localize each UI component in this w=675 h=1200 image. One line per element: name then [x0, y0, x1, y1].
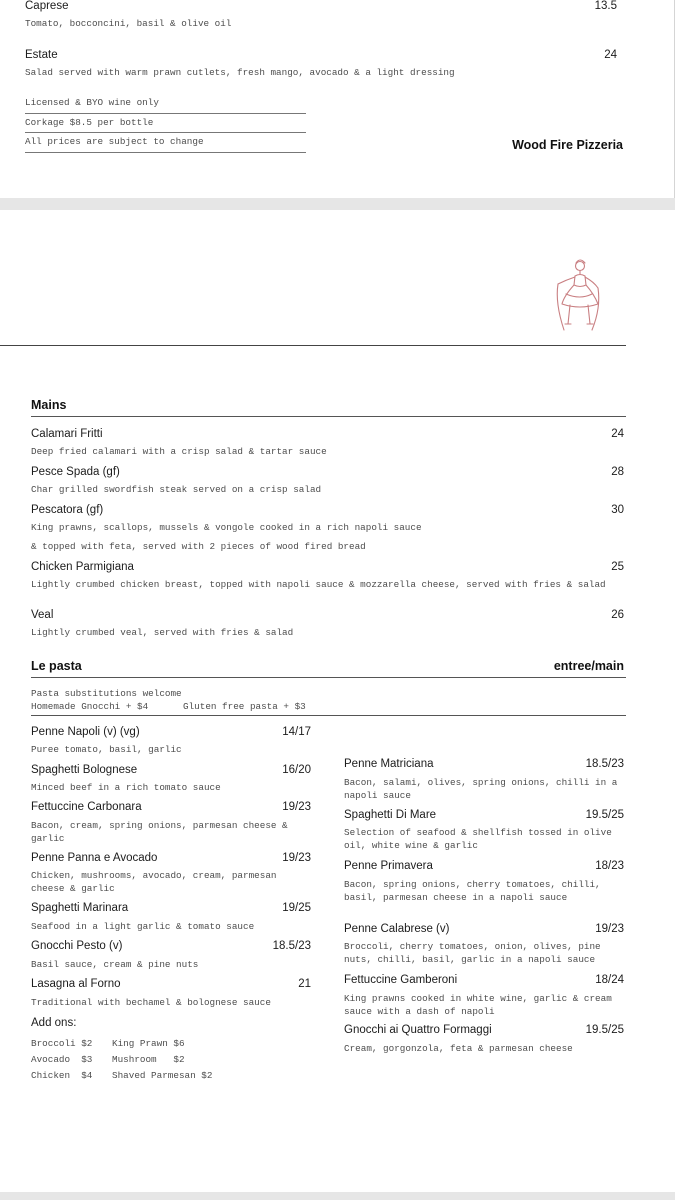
pasta-item-name: Penne Matriciana — [344, 758, 434, 770]
pasta-item-name: Lasagna al Forno — [31, 978, 121, 990]
pasta-item-name: Spaghetti Bolognese — [31, 764, 138, 776]
brand-name: Wood Fire Pizzeria — [512, 138, 623, 152]
pasta-item-description: Chicken, mushrooms, avocado, cream, parmesan cheese & garlic — [31, 870, 277, 894]
addon-item: King Prawn $6 — [112, 1038, 185, 1049]
pasta-item-description: Traditional with bechamel & bolognese sauce — [31, 997, 271, 1008]
item-price: 13.5 — [594, 0, 617, 12]
pasta-item-description: Broccoli, cherry tomatoes, onion, olives, pine nuts, chilli, basil, garlic in a napoli sauce — [344, 941, 601, 965]
pasta-item-description: King prawns cooked in white wine, garlic & cream sauce with a dash of napoli — [344, 993, 612, 1017]
pasta-item-name: Penne Panna e Avocado — [31, 852, 158, 864]
divider — [25, 132, 306, 133]
item-name: Estate — [25, 49, 58, 61]
item-description: Salad served with warm prawn cutlets, fresh mango, avocado & a light dressing — [25, 67, 455, 78]
mains-heading: Mains — [31, 398, 67, 412]
addons-heading: Add ons: — [31, 1017, 77, 1029]
gnocchi-surcharge-note: Homemade Gnocchi + $4 — [31, 701, 149, 712]
addon-item: Avocado $3 — [31, 1054, 93, 1065]
pasta-heading-rule — [31, 677, 626, 678]
item-price: 24 — [604, 49, 617, 61]
pasta-item-price: 18/24 — [595, 974, 624, 986]
menu-page-bottom — [0, 210, 675, 1192]
pasta-item-name: Fettuccine Carbonara — [31, 801, 142, 813]
pasta-item-price: 19/23 — [282, 801, 311, 813]
pasta-item-price: 18.5/23 — [272, 940, 311, 952]
pasta-heading: Le pasta — [31, 659, 82, 673]
woman-illustration-icon — [552, 258, 604, 340]
pasta-item-price: 19/23 — [282, 852, 311, 864]
main-item-price: 25 — [611, 561, 624, 573]
pasta-item-name: Penne Calabrese (v) — [344, 923, 450, 935]
mains-heading-rule — [31, 416, 626, 417]
pasta-notes-rule — [31, 715, 626, 716]
pasta-item-description: Bacon, cream, spring onions, parmesan cheese & garlic — [31, 820, 288, 844]
pasta-item-description: Basil sauce, cream & pine nuts — [31, 959, 199, 970]
pasta-item-price: 14/17 — [282, 726, 311, 738]
main-item-price: 24 — [611, 428, 624, 440]
addon-item: Broccoli $2 — [31, 1038, 93, 1049]
pasta-item-price: 18/23 — [595, 860, 624, 872]
main-item-name: Chicken Parmigiana — [31, 561, 134, 573]
pasta-size-heading: entree/main — [553, 659, 624, 673]
pasta-item-name: Spaghetti Di Mare — [344, 809, 437, 821]
item-description: Tomato, bocconcini, basil & olive oil — [25, 18, 232, 29]
item-name: Caprese — [25, 0, 69, 12]
main-item-price: 30 — [611, 504, 624, 516]
addon-item: Shaved Parmesan $2 — [112, 1070, 213, 1081]
main-item-name: Pesce Spada (gf) — [31, 466, 120, 478]
note-corkage: Corkage $8.5 per bottle — [25, 117, 154, 128]
pasta-item-description: Bacon, salami, olives, spring onions, chilli in a napoli sauce — [344, 777, 618, 801]
note-prices: All prices are subject to change — [25, 136, 204, 147]
pasta-item-name: Fettuccine Gamberoni — [344, 974, 458, 986]
pasta-item-description: Seafood in a light garlic & tomato sauce — [31, 921, 255, 932]
main-item-description: Lightly crumbed veal, served with fries & salad — [31, 627, 294, 638]
divider — [25, 113, 306, 114]
note-licensed: Licensed & BYO wine only — [25, 97, 159, 108]
gluten-free-surcharge-note: Gluten free pasta + $3 — [183, 701, 306, 712]
main-item-description: Lightly crumbed chicken breast, topped with napoli sauce & mozzarella cheese, served with fries & salad — [31, 579, 606, 590]
main-item-name: Pescatora (gf) — [31, 504, 104, 516]
pasta-item-price: 19.5/25 — [585, 1024, 624, 1036]
pasta-item-price: 19.5/25 — [585, 809, 624, 821]
pasta-item-price: 18.5/23 — [585, 758, 624, 770]
main-item-price: 28 — [611, 466, 624, 478]
pasta-item-name: Spaghetti Marinara — [31, 902, 129, 914]
pasta-item-price: 19/25 — [282, 902, 311, 914]
main-item-name: Veal — [31, 609, 54, 621]
pasta-item-description: Bacon, spring onions, cherry tomatoes, chilli, basil, parmesan cheese in a napoli sauce — [344, 879, 601, 903]
pasta-item-description: Puree tomato, basil, garlic — [31, 744, 182, 755]
main-item-description: Char grilled swordfish steak served on a crisp salad — [31, 484, 322, 495]
pasta-item-description: Cream, gorgonzola, feta & parmesan cheese — [344, 1043, 573, 1054]
pasta-substitutions-note: Pasta substitutions welcome — [31, 688, 182, 699]
menu-page-top — [0, 0, 675, 198]
pasta-item-price: 19/23 — [595, 923, 624, 935]
main-item-description: Deep fried calamari with a crisp salad & tartar sauce — [31, 446, 327, 457]
addon-item: Mushroom $2 — [112, 1054, 185, 1065]
pasta-item-price: 16/20 — [282, 764, 311, 776]
divider — [25, 152, 306, 153]
pasta-item-name: Gnocchi Pesto (v) — [31, 940, 123, 952]
pasta-item-description: Minced beef in a rich tomato sauce — [31, 782, 221, 793]
pasta-item-price: 21 — [298, 978, 311, 990]
pasta-item-description: Selection of seafood & shellfish tossed in olive oil, white wine & garlic — [344, 827, 612, 851]
main-item-price: 26 — [611, 609, 624, 621]
main-item-description: King prawns, scallops, mussels & vongole cooked in a rich napoli sauce — [31, 522, 422, 533]
pasta-item-name: Gnocchi ai Quattro Formaggi — [344, 1024, 492, 1036]
pasta-item-name: Penne Napoli (v) (vg) — [31, 726, 140, 738]
section-divider — [0, 345, 626, 346]
main-item-name: Calamari Fritti — [31, 428, 103, 440]
addon-item: Chicken $4 — [31, 1070, 93, 1081]
pasta-item-name: Penne Primavera — [344, 860, 433, 872]
main-item-description: & topped with feta, served with 2 pieces of wood fired bread — [31, 541, 366, 552]
